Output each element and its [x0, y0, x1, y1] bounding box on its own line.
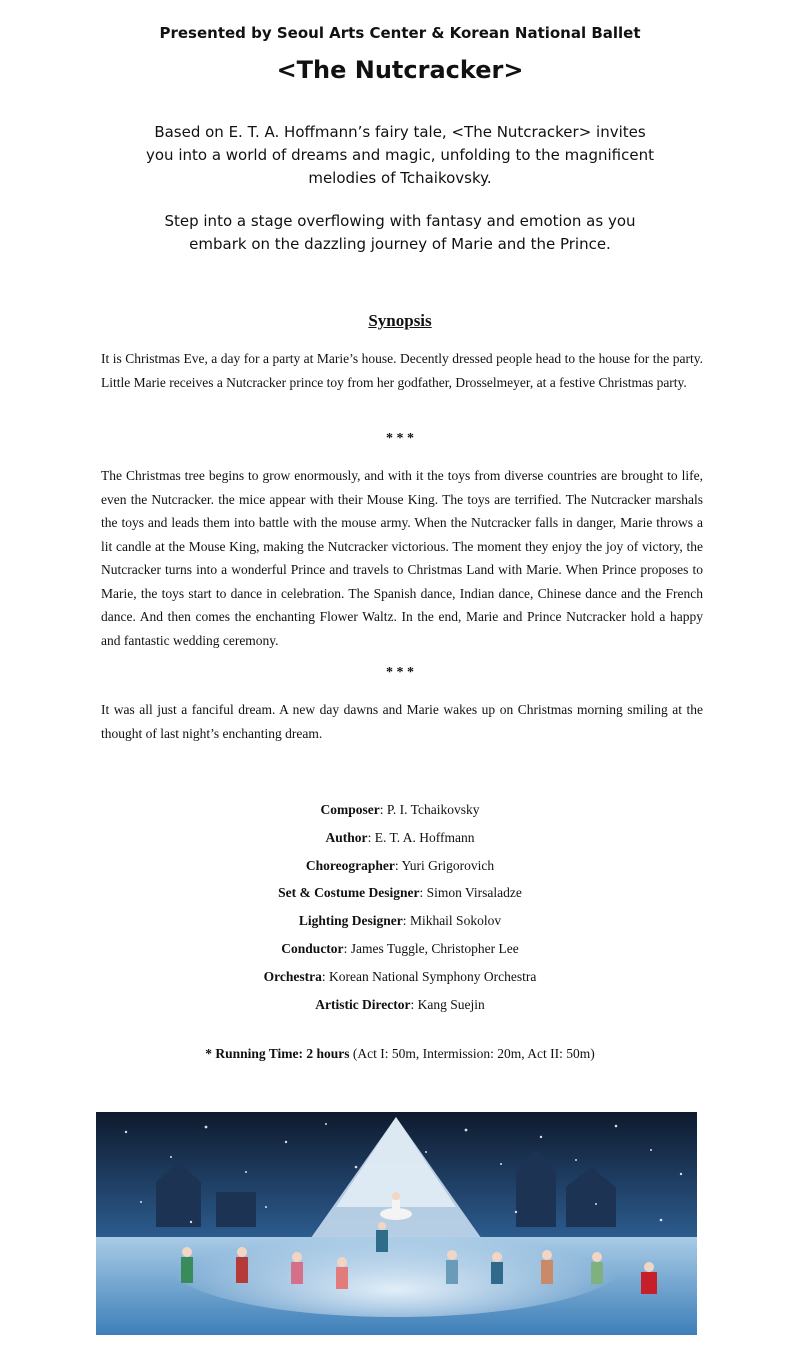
- intro-paragraph-2: Step into a stage overflowing with fantasy and emotion as you embark on the dazzling journey of Marie and the Prince.: [164, 212, 636, 253]
- credit-composer: Composer: P. I. Tchaikovsky: [320, 802, 480, 817]
- credit-name: Yuri Grigorovich: [401, 857, 495, 873]
- synopsis-heading: Synopsis: [368, 311, 432, 330]
- credit-role: Set & Costume Designer: [278, 885, 420, 901]
- page-title: <The Nutcracker>: [276, 56, 524, 84]
- credit-conductor: Conductor: James Tuggle, Christopher Lee: [281, 940, 519, 956]
- credit-author: Author: E. T. A. Hoffmann: [325, 829, 475, 845]
- credit-set-costume-designer: Set & Costume Designer: Simon Virsaladze: [278, 885, 522, 901]
- credit-role: Orchestra: [263, 968, 322, 984]
- running-time-label: * Running Time:: [205, 1046, 304, 1061]
- running-time-duration: 2 hours: [306, 1046, 350, 1061]
- ballet-stage-photo: [96, 1112, 697, 1335]
- credit-role: Author: [325, 829, 368, 845]
- intro-paragraph-1: Based on E. T. A. Hoffmann’s fairy tale, <The Nutcracker> invites you into a world of dreams and magic, unfolding to the magnificent melodies of Tchaikovsky.: [146, 123, 654, 187]
- synopsis-paragraph-3: It was all just a fanciful dream. A new day dawns and Marie wakes up on Christmas morning smiling at the thought of last night’s enchanting dream.: [101, 702, 703, 741]
- credit-role: Composer: [320, 802, 380, 817]
- credit-name: Mikhail Sokolov: [409, 913, 502, 929]
- credit-name: Simon Virsaladze: [426, 885, 522, 901]
- credit-role: Choreographer: [305, 857, 395, 873]
- credit-name: James Tuggle, Christopher Lee: [350, 940, 519, 956]
- credit-role: Lighting Designer: [298, 913, 403, 929]
- credits-list: [0, 796, 800, 1018]
- credit-role: Artistic Director: [315, 996, 411, 1012]
- credit-role: Conductor: [281, 940, 344, 956]
- credit-lighting-designer: Lighting Designer: Mikhail Sokolov: [298, 913, 502, 929]
- credit-choreographer: Choreographer: Yuri Grigorovich: [305, 857, 495, 873]
- running-time-detail: (Act I: 50m, Intermission: 20m, Act II: 50m): [352, 1046, 595, 1061]
- credit-name: E. T. A. Hoffmann: [374, 829, 475, 845]
- presenter-line: Presented by Seoul Arts Center & Korean National Ballet: [159, 24, 641, 42]
- credit-name: Kang Suejin: [417, 996, 485, 1012]
- credit-name: Korean National Symphony Orchestra: [329, 968, 537, 984]
- credit-orchestra: Orchestra: Korean National Symphony Orchestra: [263, 968, 537, 984]
- section-separator: * * *: [386, 665, 414, 680]
- credit-artistic-director: Artistic Director: Kang Suejin: [315, 996, 485, 1012]
- section-separator: * * *: [386, 431, 414, 446]
- synopsis-paragraph-2: The Christmas tree begins to grow enormously, and with it the toys from diverse countries are brought to life, even the Nutcracker. the mice appear with their Mouse King. The toys are terrified. The Nutcracker marshals the toys and leads them into battle with the mouse army. When the Nutcracker falls in danger, Marie throws a lit candle at the Mouse King, making the Nutcracker victorious. The moment they enjoy the joy of victory, the Nutcracker turns into a wonderful Prince and travels to Christmas Land with Marie. When Prince proposes to Marie, the toys start to dance in celebration. The Spanish dance, Indian dance, Chinese dance and the French dance. And then comes the enchanting Flower Waltz. In the end, Marie and Prince Nutcracker hold a happy and fantastic wedding ceremony.: [101, 468, 703, 648]
- synopsis-paragraph-1: It is Christmas Eve, a day for a party at Marie’s house. Decently dressed people head to the house for the party. Little Marie receives a Nutcracker prince toy from her godfather, Drosselmeyer, at a festive Christmas party.: [101, 351, 703, 390]
- credit-name: P. I. Tchaikovsky: [386, 802, 480, 817]
- running-time: [0, 1046, 800, 1062]
